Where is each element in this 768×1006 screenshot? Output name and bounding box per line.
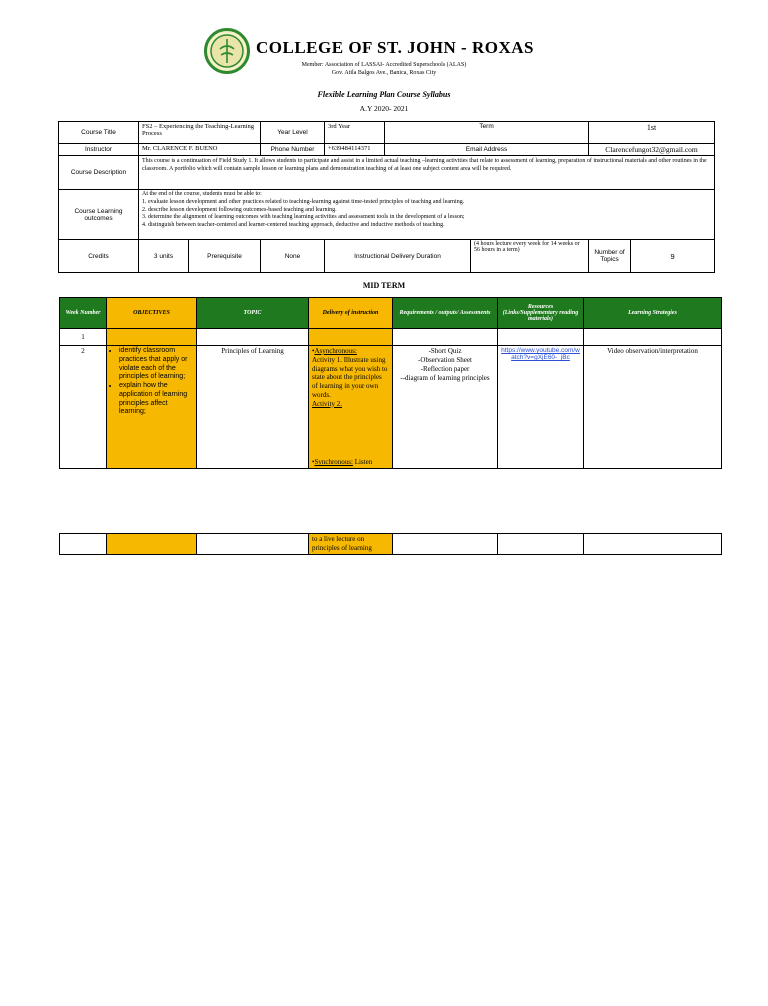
header-strategies: Learning Strategies bbox=[584, 298, 722, 329]
address-line: Gov. Atila Balgos Ave., Banica, Roxas City bbox=[331, 70, 437, 76]
outcome-item: 2. describe lesson development following outcomes-based teaching and learning. bbox=[142, 206, 337, 213]
requirement-item: --diagram of learning principles bbox=[400, 374, 490, 383]
async-activity: Activity 1. Illustrate using diagrams what you wish to state about the principles of learning in your own words. bbox=[312, 355, 388, 399]
topic-cell bbox=[197, 329, 309, 346]
credits: 3 units bbox=[139, 240, 189, 273]
sync-label: Synchronous: bbox=[314, 458, 353, 467]
course-title-label: Course Title bbox=[59, 122, 139, 144]
description-label: Course Description bbox=[59, 156, 139, 190]
outcome-item: 3. determine the alignment of learning outcomes with teaching learning activities and assessment tools in the development of a lesson; bbox=[142, 214, 465, 221]
sync-continued: to a live lecture on principles of learning bbox=[309, 534, 393, 555]
objective-item: • explain how the application of learning principles affect learning; bbox=[119, 382, 193, 417]
strategy-text: Video observation/interpretation bbox=[584, 346, 722, 469]
phone: +639484114371 bbox=[325, 144, 385, 156]
member-line: Member: Association of LASSAI- Accredited Superschools (ALAS) bbox=[301, 62, 467, 68]
header-topic: TOPIC bbox=[197, 298, 309, 329]
outcomes-label: Course Learning outcomes bbox=[59, 190, 139, 240]
resources-cell bbox=[498, 329, 584, 346]
course-title: FS2 – Experiencing the Teaching-Learning Process bbox=[139, 122, 261, 144]
topic-text: Principles of Learning bbox=[197, 346, 309, 469]
header-requirements: Requirements / outputs/ Assessments bbox=[393, 298, 498, 329]
delivery-duration: (4 hours lecture every week for 14 weeks or 56 hours in a term) bbox=[471, 240, 589, 273]
header-objectives: OBJECTIVES bbox=[107, 298, 197, 329]
learning-plan-table-continued bbox=[59, 533, 722, 555]
email-label: Email Address bbox=[385, 144, 589, 156]
delivery-cell bbox=[309, 329, 393, 346]
objectives-cell bbox=[107, 534, 197, 555]
midterm-heading: MID TERM bbox=[362, 281, 406, 290]
async-label: Asynchronous: bbox=[314, 347, 357, 355]
instructor: Mr. CLARENCE F. BUENO bbox=[139, 144, 261, 156]
year-level: 3rd Year bbox=[325, 122, 385, 144]
requirements-cell bbox=[393, 329, 498, 346]
strategies-cell bbox=[584, 534, 722, 555]
requirement-item: -Observation Sheet bbox=[418, 356, 472, 365]
outcome-item: 1. evaluate lesson development and other practices related to teaching-learning against time-tested principles of teaching and learning. bbox=[142, 198, 465, 205]
requirements-cell bbox=[393, 534, 498, 555]
email: Clarencefungot32@gmail.com bbox=[589, 144, 715, 156]
phone-label: Phone Number bbox=[261, 144, 325, 156]
objective-item: • identify classroom practices that apply or violate each of the principles of learning; bbox=[119, 347, 193, 382]
delivery-cell: •Asynchronous: Activity 1. Illustrate using diagrams what you wish to state about the principles of learning in your own words. Activity 2. •Synchronous: Listen bbox=[309, 346, 393, 469]
resources-cell bbox=[498, 346, 584, 469]
objectives-cell bbox=[107, 346, 197, 469]
year-level-label: Year Level bbox=[261, 122, 325, 144]
youtube-link[interactable]: https://www.youtube.com/watch?v=gXjE60-_jBc bbox=[501, 347, 580, 361]
header-delivery: Delivery of instruction bbox=[309, 298, 393, 329]
requirement-item: -Reflection paper bbox=[420, 365, 470, 374]
topic-cell bbox=[197, 534, 309, 555]
course-description: This course is a continuation of Field Study 1. It allows students to participate and assist in a limited actual teaching –learning activities that relate to assessment of learning, preparation of instructional materials and other routines in the classroom. A portfolio which will contain sample lesson or learning plans and demonstration teaching of at least one subject content area will be required. bbox=[139, 156, 715, 190]
college-name: COLLEGE OF ST. JOHN - ROXAS bbox=[256, 38, 534, 57]
outcomes-intro: At the end of the course, students must be able to: bbox=[142, 191, 262, 197]
outcomes-cell bbox=[139, 190, 715, 240]
header-resources: Resources (Links/Supplementary reading materials) bbox=[498, 298, 584, 329]
plan-title: Flexible Learning Plan Course Syllabus bbox=[317, 90, 451, 99]
resources-cell bbox=[498, 534, 584, 555]
term-label: Term bbox=[385, 122, 589, 144]
course-info-table bbox=[58, 121, 715, 273]
learning-plan-table bbox=[59, 297, 722, 469]
requirement-item: -Short Quiz bbox=[428, 347, 462, 355]
outcome-item: 4. distinguish between teacher-centered and learner-centered teaching approach, deductive and inductive methods of teaching. bbox=[142, 222, 445, 229]
topics-label: Number of Topics bbox=[589, 240, 631, 273]
topics-count: 9 bbox=[631, 240, 715, 273]
instructor-label: Instructor bbox=[59, 144, 139, 156]
sync-text: Listen bbox=[354, 458, 373, 467]
objectives-cell bbox=[107, 329, 197, 346]
prereq: None bbox=[261, 240, 325, 273]
week-number: 2 bbox=[60, 346, 107, 469]
week-number: 1 bbox=[60, 329, 107, 346]
academic-year: A.Y 2020- 2021 bbox=[359, 104, 409, 113]
requirements-cell bbox=[393, 346, 498, 469]
prereq-label: Prerequisite bbox=[189, 240, 261, 273]
week-number bbox=[60, 534, 107, 555]
term-value: 1st bbox=[589, 122, 715, 144]
activity-2: Activity 2. bbox=[312, 399, 342, 408]
delivery-label: Instructional Delivery Duration bbox=[325, 240, 471, 273]
strategies-cell bbox=[584, 329, 722, 346]
header-week: Week Number bbox=[60, 298, 107, 329]
credits-label: Credits bbox=[59, 240, 139, 273]
